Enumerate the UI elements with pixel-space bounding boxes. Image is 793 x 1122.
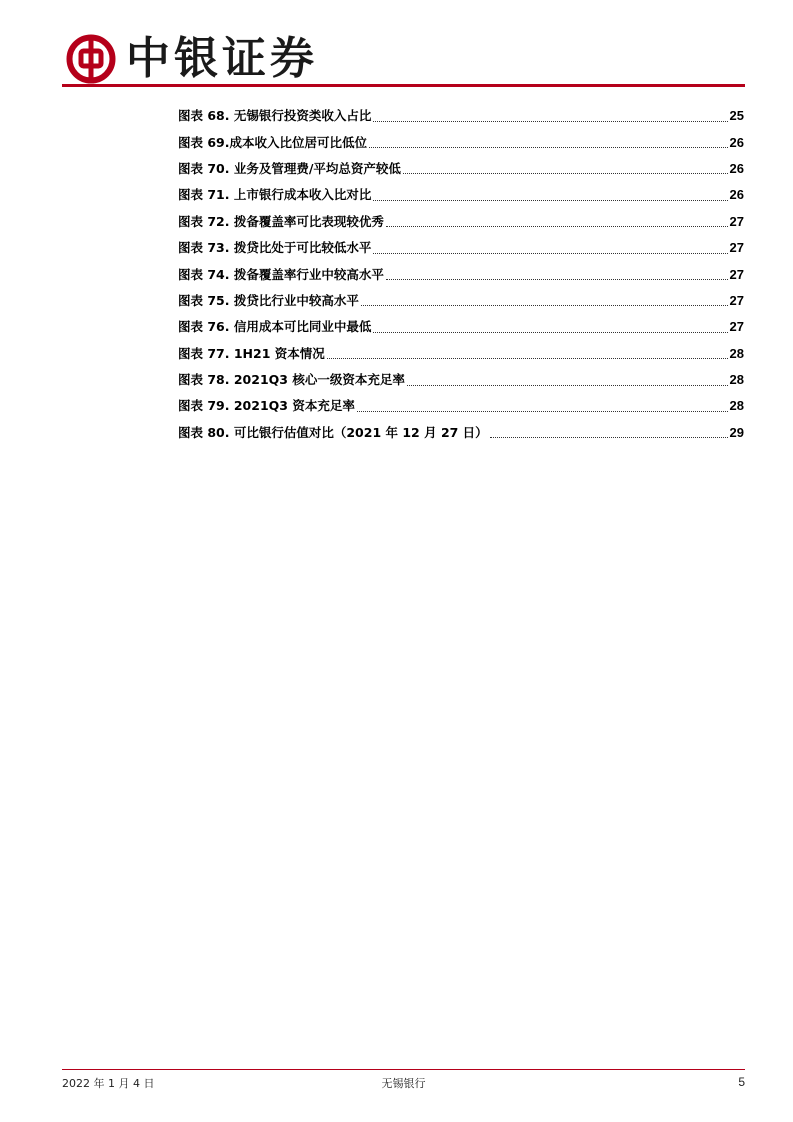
table-of-figures <box>178 103 744 446</box>
dot-leader <box>373 253 727 254</box>
toc-entry-label: 图表 71. 上市银行成本收入比对比 <box>178 187 372 203</box>
toc-entry-label: 图表 73. 拨贷比处于可比较低水平 <box>178 240 372 256</box>
toc-entry[interactable] <box>178 288 744 314</box>
toc-entry[interactable] <box>178 156 744 182</box>
toc-entry-page: 28 <box>729 398 744 414</box>
toc-entry-label: 图表 74. 拨备覆盖率行业中较高水平 <box>178 266 384 282</box>
dot-leader <box>327 358 728 359</box>
toc-entry-label: 图表 72. 拨备覆盖率可比表现较优秀 <box>178 213 384 229</box>
toc-entry-page: 28 <box>729 372 744 388</box>
report-date: 2022 年 1 月 4 日 <box>62 1077 155 1090</box>
dot-leader <box>386 279 728 280</box>
dot-leader <box>373 332 727 333</box>
toc-entry-label: 图表 78. 2021Q3 核心一级资本充足率 <box>178 372 405 388</box>
brand-name: 中银证券 <box>126 33 318 84</box>
toc-entry-page: 28 <box>729 345 744 361</box>
toc-entry[interactable] <box>178 367 744 393</box>
page-header <box>0 0 793 95</box>
toc-entry-page: 29 <box>729 424 744 440</box>
toc-entry-label: 图表 70. 业务及管理费/平均总资产较低 <box>178 160 401 176</box>
dot-leader <box>490 437 728 438</box>
bank-of-china-logo-icon <box>66 34 116 84</box>
company-name: 无锡银行 <box>381 1077 426 1090</box>
page-number: 5 <box>738 1075 745 1089</box>
footer-divider <box>62 1069 745 1070</box>
toc-entry-page: 26 <box>729 134 744 150</box>
toc-entry-page: 26 <box>729 160 744 176</box>
dot-leader <box>373 200 727 201</box>
toc-entry-page: 27 <box>729 319 744 335</box>
toc-entry-page: 26 <box>729 187 744 203</box>
toc-entry[interactable] <box>178 420 744 446</box>
toc-entry-page: 27 <box>729 266 744 282</box>
toc-entry-label: 图表 75. 拨贷比行业中较高水平 <box>178 292 359 308</box>
toc-entry-label: 图表 69.成本收入比位居可比低位 <box>178 134 367 150</box>
toc-entry[interactable] <box>178 182 744 208</box>
toc-entry-page: 27 <box>729 292 744 308</box>
toc-entry[interactable] <box>178 235 744 261</box>
toc-entry-label: 图表 77. 1H21 资本情况 <box>178 345 325 361</box>
toc-entry[interactable] <box>178 129 744 155</box>
toc-entry-page: 27 <box>729 240 744 256</box>
toc-entry[interactable] <box>178 341 744 367</box>
toc-entry[interactable] <box>178 103 744 129</box>
toc-entry-label: 图表 76. 信用成本可比同业中最低 <box>178 319 372 335</box>
toc-entry-page: 25 <box>729 108 744 124</box>
page-footer <box>62 1075 745 1093</box>
dot-leader <box>361 305 728 306</box>
dot-leader <box>373 121 727 122</box>
toc-entry[interactable] <box>178 209 744 235</box>
toc-entry[interactable] <box>178 314 744 340</box>
toc-entry[interactable] <box>178 393 744 419</box>
toc-entry-page: 27 <box>729 213 744 229</box>
toc-entry-label: 图表 79. 2021Q3 资本充足率 <box>178 398 355 414</box>
toc-entry[interactable] <box>178 261 744 287</box>
header-divider <box>62 84 745 87</box>
toc-entry-label: 图表 68. 无锡银行投资类收入占比 <box>178 108 372 124</box>
toc-entry-label: 图表 80. 可比银行估值对比（2021 年 12 月 27 日） <box>178 424 488 440</box>
dot-leader <box>403 173 728 174</box>
dot-leader <box>357 411 728 412</box>
dot-leader <box>407 385 728 386</box>
dot-leader <box>386 226 728 227</box>
dot-leader <box>369 147 728 148</box>
